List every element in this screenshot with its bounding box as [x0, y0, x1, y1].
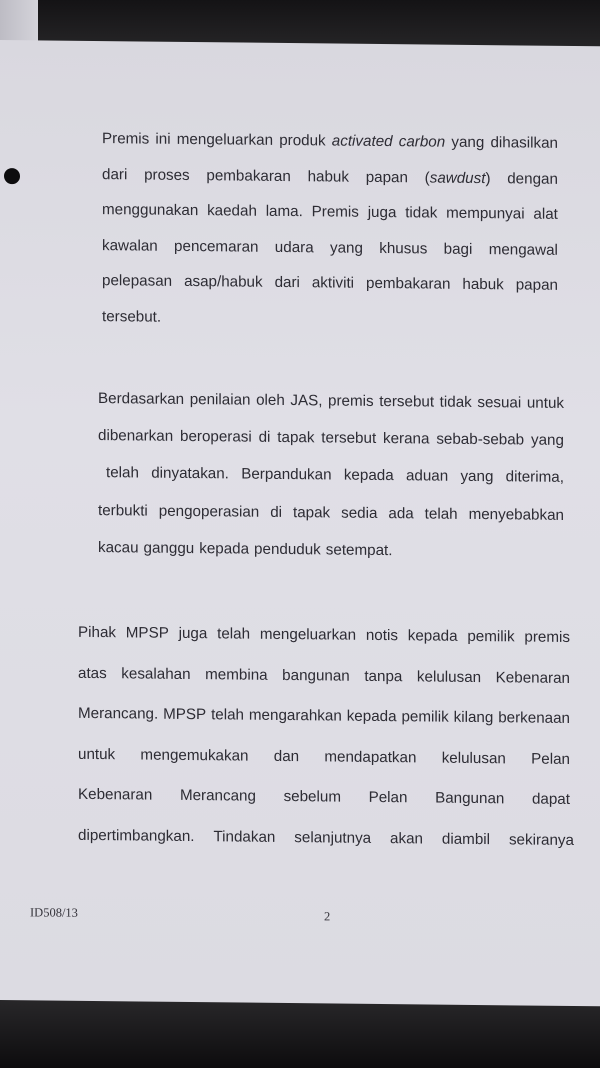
- word: tersebut: [379, 392, 435, 411]
- word: menyebabkan: [468, 505, 564, 524]
- text-line: [78, 826, 574, 849]
- word: beroperasi: [180, 428, 252, 446]
- word: sebelum: [283, 787, 341, 806]
- word: Berpandukan: [241, 465, 332, 484]
- word: Bangunan: [435, 789, 505, 808]
- word: mempunyai: [446, 204, 525, 223]
- word: tersebut: [321, 429, 377, 448]
- text-line: [102, 130, 558, 152]
- text-line: [102, 201, 558, 223]
- word: kelulusan: [441, 749, 506, 767]
- word: selanjutnya: [294, 828, 372, 847]
- word: ganggu: [143, 539, 195, 557]
- word: asap/habuk: [184, 272, 263, 291]
- text-line: [98, 501, 564, 524]
- page-number: 2: [324, 909, 331, 924]
- word: kawalan: [102, 236, 158, 255]
- word: mengemukakan: [140, 745, 249, 765]
- word: pembakaran: [206, 166, 291, 185]
- word: terbukti: [98, 501, 148, 520]
- text-line: [78, 785, 570, 808]
- word: dibenarkan: [98, 427, 174, 446]
- word: penduduk: [254, 540, 321, 559]
- word: kepada: [407, 627, 458, 645]
- text-line: [102, 236, 558, 259]
- text-line: [78, 664, 570, 687]
- word: dinyatakan.: [151, 464, 229, 483]
- word: kepada: [346, 707, 397, 726]
- text-line: [98, 390, 564, 412]
- text-line: [78, 745, 570, 768]
- word: activated: [331, 132, 393, 151]
- word: kelulusan: [416, 667, 482, 686]
- word: dipertimbangkan.: [78, 826, 195, 845]
- word: berkenaan: [498, 709, 570, 727]
- word: tersebut.: [102, 307, 162, 326]
- word: Berdasarkan: [98, 390, 185, 408]
- word: diterima,: [505, 468, 564, 487]
- word: kepada: [343, 466, 394, 485]
- text-line: [102, 307, 162, 326]
- word: pencemaran: [174, 237, 259, 256]
- word: pembakaran: [366, 274, 451, 293]
- word: Merancang.: [78, 704, 159, 723]
- word: bangunan: [282, 666, 350, 685]
- word: Merancang: [179, 786, 256, 805]
- word: sekiranya: [508, 830, 574, 849]
- word: dengan: [507, 169, 558, 188]
- word: sebab-sebab: [436, 430, 525, 449]
- document-id: ID508/13: [30, 905, 78, 920]
- text-line: [106, 464, 564, 487]
- text-line: [98, 538, 393, 559]
- word: Kebenaran: [495, 668, 570, 687]
- word: membina: [205, 665, 268, 684]
- word: mengeluarkan: [259, 625, 357, 644]
- word: kesalahan: [121, 664, 191, 683]
- word: Kebenaran: [78, 785, 153, 804]
- word: mengawal: [488, 240, 558, 259]
- document-page: [0, 40, 600, 1006]
- text-line: [78, 623, 570, 646]
- word: penilaian: [189, 390, 251, 409]
- word: mengarahkan: [248, 706, 342, 725]
- word: setempat.: [325, 541, 393, 559]
- word: mengeluarkan: [176, 130, 274, 149]
- word: pengoperasian: [158, 502, 260, 521]
- word: kepada: [199, 539, 250, 558]
- word: Tindakan: [213, 827, 276, 846]
- word: dihasilkan: [490, 134, 558, 152]
- punch-hole: [4, 168, 20, 184]
- word: diambil: [441, 830, 491, 848]
- background-bottom: [0, 995, 600, 1068]
- word: pelepasan: [102, 272, 173, 290]
- text-line: [98, 427, 564, 450]
- word: kaedah: [207, 202, 257, 220]
- text-line: [102, 165, 558, 188]
- text-line: [78, 704, 570, 727]
- word: (sawdust): [424, 168, 491, 187]
- text-line: [102, 272, 558, 294]
- word: khusus: [379, 239, 428, 257]
- word: menggunakan: [102, 201, 199, 220]
- word: mendapatkan: [324, 747, 417, 766]
